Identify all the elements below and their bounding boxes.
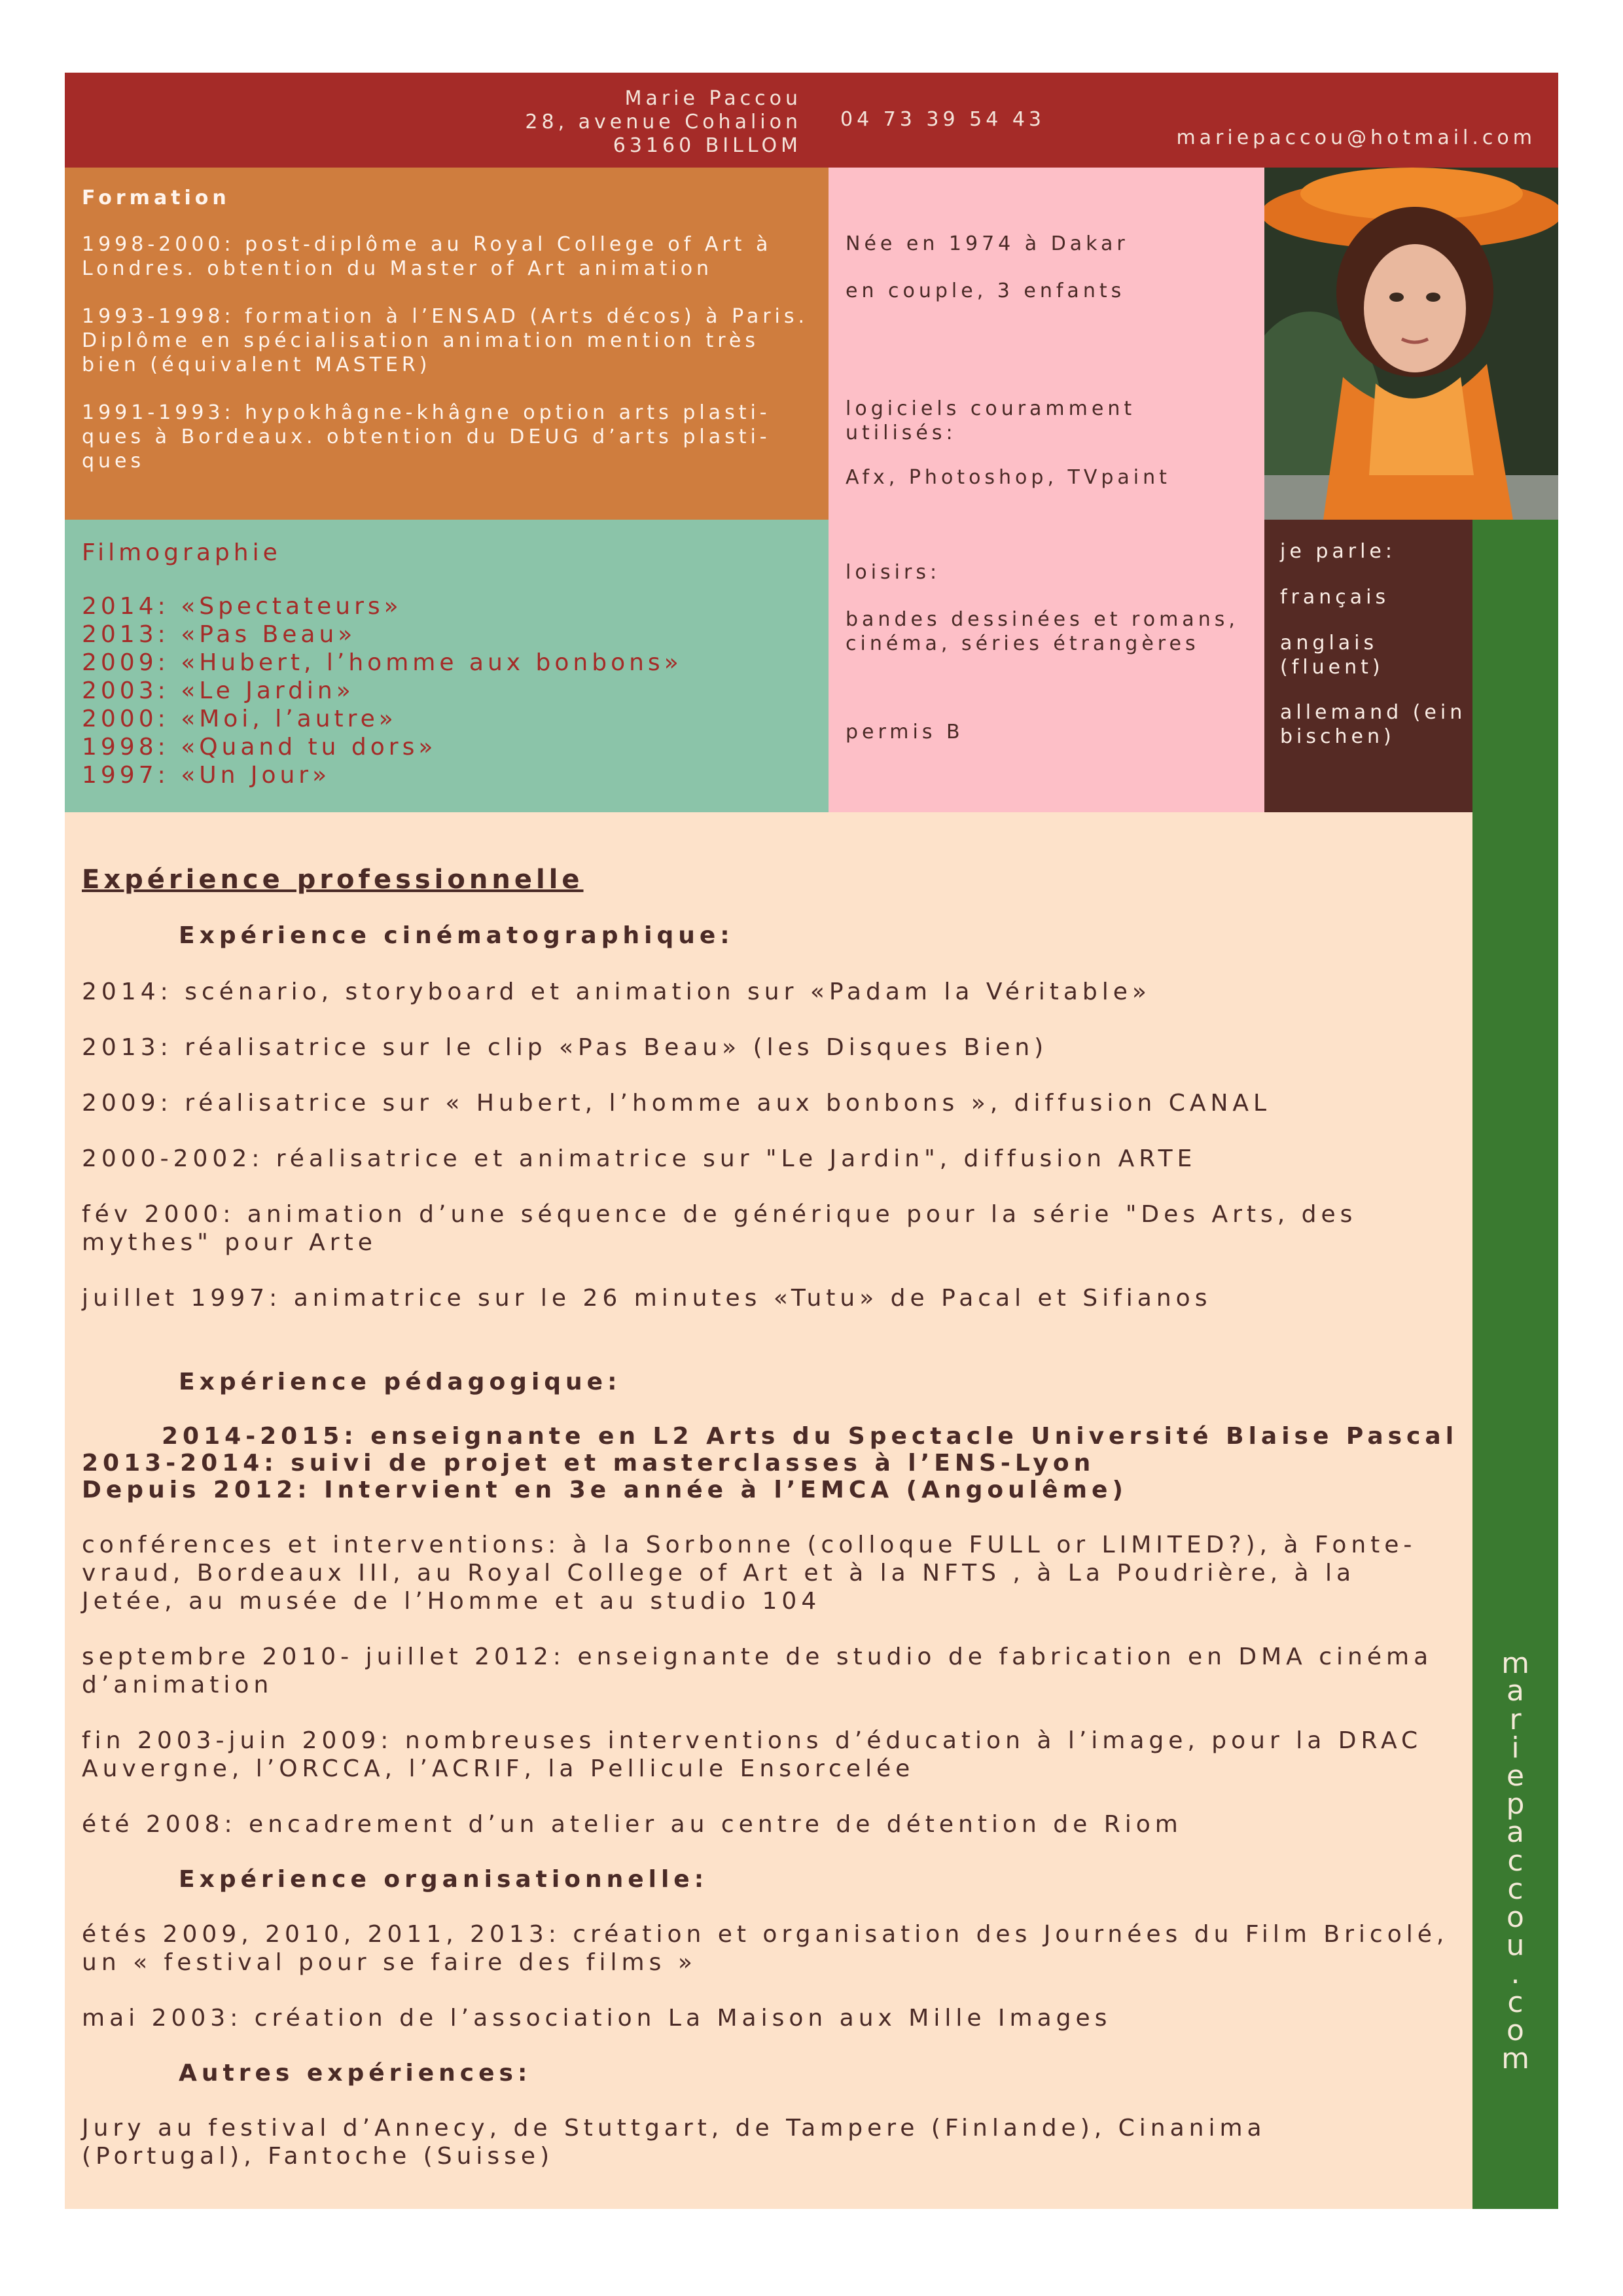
cinema-item: fév 2000: animation d’une séquence de générique pour la série "Des Arts, des mythes" pour Arte bbox=[82, 1201, 1357, 1256]
filmography-section bbox=[65, 520, 829, 812]
website-letter: m bbox=[1501, 2042, 1529, 2075]
experience-title: Expérience professionnelle bbox=[82, 865, 584, 895]
formation-item: 1998-2000: post-diplôme au Royal College of Art à Londres. obtention du Master of Art animation bbox=[82, 233, 772, 280]
other-item: Jury au festival d’Annecy, de Stuttgart, de Tampere (Finlande), Cinanima (Portugal), Fantoche (Suisse) bbox=[82, 2115, 1266, 2170]
cinema-item: 2014: scénario, storyboard et animation sur «Padam la Véritable» bbox=[82, 978, 1151, 1005]
birth-info: Née en 1974 à Dakar bbox=[846, 232, 1129, 255]
film-item: 2013: «Pas Beau» bbox=[82, 621, 357, 648]
header-email[interactable]: mariepaccou@hotmail.com bbox=[1176, 126, 1536, 149]
pedagogy-highlight: 2014-2015: enseignante en L2 Arts du Spectacle Université Blaise Pascal bbox=[162, 1423, 1459, 1450]
film-item: 2009: «Hubert, l’homme aux bonbons» bbox=[82, 649, 683, 676]
film-item: 2000: «Moi, l’autre» bbox=[82, 706, 397, 732]
cinema-item: 2009: réalisatrice sur « Hubert, l’homme aux bonbons », diffusion CANAL bbox=[82, 1090, 1272, 1117]
family-info: en couple, 3 enfants bbox=[846, 279, 1126, 302]
cinema-heading: Expérience cinématographique: bbox=[179, 922, 734, 949]
software-label: logiciels couramment utilisés: bbox=[846, 397, 1136, 444]
software-list: Afx, Photoshop, TVpaint bbox=[846, 466, 1171, 489]
pedagogy-item: été 2008: encadrement d’un atelier au centre de détention de Riom bbox=[82, 1811, 1183, 1838]
languages-section bbox=[1264, 520, 1472, 812]
website-letter: u bbox=[1506, 1929, 1525, 1962]
cinema-item: 2013: réalisatrice sur le clip «Pas Beau» (les Disques Bien) bbox=[82, 1034, 1048, 1061]
website-letter: a bbox=[1507, 1674, 1524, 1708]
organisation-item: étés 2009, 2010, 2011, 2013: création et organisation des Journées du Film Bricolé, un « festival pour se faire des films » bbox=[82, 1921, 1449, 1976]
formation-item: 1993-1998: formation à l’ENSAD (Arts décos) à Paris. Diplôme en spécialisation animation mention très bien (équivalent MASTER) bbox=[82, 305, 809, 376]
personal-section bbox=[829, 168, 1264, 520]
website-letter: e bbox=[1506, 1759, 1525, 1793]
pedagogy-item: septembre 2010- juillet 2012: enseignante de studio de fabrication en DMA cinéma d’animation bbox=[82, 1643, 1433, 1698]
language-item: français bbox=[1280, 586, 1390, 609]
pedagogy-highlight: Depuis 2012: Intervient en 3e année à l’EMCA (Angoulême) bbox=[82, 1477, 1128, 1503]
portrait-illustration bbox=[1264, 168, 1558, 520]
film-item: 1998: «Quand tu dors» bbox=[82, 734, 437, 761]
other-heading: Autres expériences: bbox=[179, 2060, 532, 2087]
formation-item: 1991-1993: hypokhâgne-khâgne option arts plasti-ques à Bordeaux. obtention du DEUG d’arts plasti-ques bbox=[82, 401, 771, 473]
languages-title: je parle: bbox=[1280, 540, 1396, 563]
website-letter: i bbox=[1511, 1731, 1520, 1765]
language-item: allemand (ein bischen) bbox=[1280, 701, 1467, 748]
pedagogy-heading: Expérience pédagogique: bbox=[179, 1369, 622, 1395]
experience-section bbox=[65, 812, 1472, 2209]
film-item: 2003: «Le Jardin» bbox=[82, 677, 355, 704]
header-street: 28, avenue Cohalion bbox=[525, 111, 802, 134]
cinema-item: juillet 1997: animatrice sur le 26 minutes «Tutu» de Pacal et Sifianos bbox=[82, 1285, 1212, 1312]
header-name: Marie Paccou bbox=[624, 87, 802, 110]
website-letter: r bbox=[1509, 1703, 1522, 1736]
website-letter: m bbox=[1501, 1647, 1529, 1680]
website-letter: c bbox=[1507, 1873, 1524, 1906]
organisation-item: mai 2003: création de l’association La Maison aux Mille Images bbox=[82, 2005, 1112, 2032]
pedagogy-item: conférences et interventions: à la Sorbonne (colloque FULL or LIMITED?), à Fonte-vraud, Bordeaux III, au Royal College of Art et à la NFTS , à La Poudrière, à la Jetée, au musée de l’Homme et au studio 104 bbox=[82, 1532, 1417, 1615]
website-letter: o bbox=[1507, 1901, 1524, 1934]
portrait-photo-icon bbox=[1264, 168, 1558, 520]
film-item: 2014: «Spectateurs» bbox=[82, 593, 402, 620]
website-letter: c bbox=[1507, 1986, 1524, 2019]
language-item: anglais (fluent) bbox=[1280, 632, 1384, 679]
website-sidebar[interactable] bbox=[1472, 520, 1558, 2209]
website-letter: a bbox=[1507, 1816, 1524, 1849]
pedagogy-highlight: 2013-2014: suivi de projet et masterclasses à l’ENS-Lyon bbox=[82, 1450, 1096, 1477]
header-bar bbox=[65, 73, 1558, 168]
header-city: 63160 BILLOM bbox=[613, 134, 802, 157]
hobbies-text: bandes dessinées et romans, cinéma, séries étrangères bbox=[846, 608, 1239, 655]
header-phone: 04 73 39 54 43 bbox=[840, 108, 1046, 131]
film-item: 1997: «Un Jour» bbox=[82, 762, 331, 789]
hobbies-title: loisirs: bbox=[846, 561, 941, 584]
formation-section bbox=[65, 168, 829, 520]
filmography-title: Filmographie bbox=[82, 539, 281, 566]
website-letter: p bbox=[1506, 1787, 1525, 1821]
website-letter: . bbox=[1510, 1957, 1520, 1990]
formation-title: Formation bbox=[82, 187, 230, 209]
driving-license: permis B bbox=[846, 721, 964, 744]
organisation-heading: Expérience organisationnelle: bbox=[179, 1866, 709, 1893]
cinema-item: 2000-2002: réalisatrice et animatrice sur "Le Jardin", diffusion ARTE bbox=[82, 1145, 1197, 1172]
pedagogy-item: fin 2003-juin 2009: nombreuses interventions d’éducation à l’image, pour la DRAC Auvergne, l’ORCCA, l’ACRIF, la Pellicule Ensorcelée bbox=[82, 1727, 1423, 1782]
website-letter: o bbox=[1507, 2014, 1524, 2047]
website-letter: c bbox=[1507, 1844, 1524, 1878]
hobbies-section bbox=[829, 520, 1264, 812]
